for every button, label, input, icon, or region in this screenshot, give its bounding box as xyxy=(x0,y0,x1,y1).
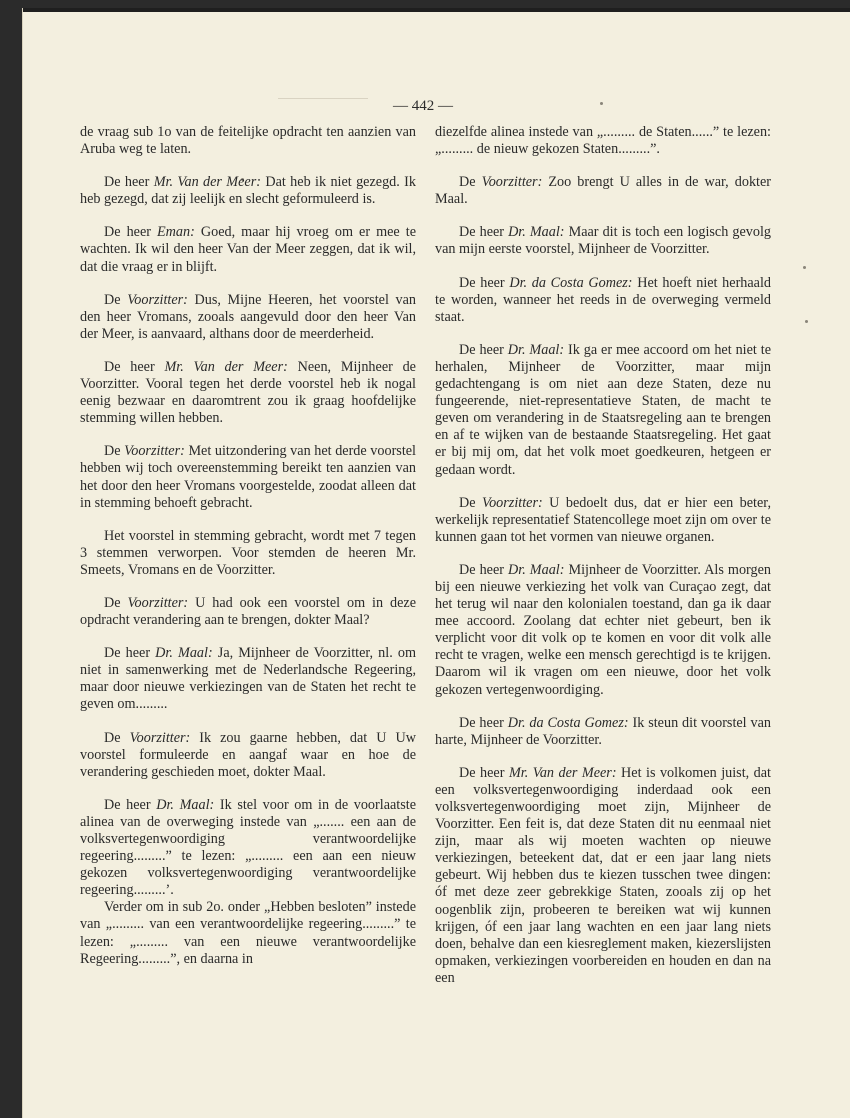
left-column xyxy=(80,124,416,984)
speaker-name: Voorzitter: xyxy=(124,443,185,460)
speaker-name: Mr. Van der Meer: xyxy=(164,358,288,375)
speaker-name: Voorzitter: xyxy=(129,729,191,746)
speaker-name: Dr. Maal: xyxy=(507,341,565,358)
scan-speck xyxy=(600,102,603,105)
speaker-name: Mr. Van der Meer: xyxy=(153,174,261,191)
paragraph: De heer Dr. Maal: Maar dit is toch een logisch gevolg van mijn eerste voorstel, Mijnheer de Voorzitter. xyxy=(435,224,771,258)
speaker-name: Voorzitter: xyxy=(481,174,543,191)
paragraph: De Voorzitter: Dus, Mijne Heeren, het voorstel van den heer Vromans, zooals aangevuld door den heer Van der Meer, is aanvaard, althans door de meerderheid. xyxy=(80,291,417,342)
speaker-name: Mr. Van der Meer: xyxy=(508,764,617,781)
paragraph: De Voorzitter: U had ook een voorstel om in deze opdracht verandering aan te brengen, dokter Maal? xyxy=(80,594,416,629)
paragraph: De heer Dr. Maal: Ja, Mijnheer de Voorzitter, nl. om niet in samenwerking met de Nederlandsche Regeering, maar door nieuwe verkiezingen van de Staten het recht te geven om......... xyxy=(80,645,416,713)
paragraph: De Voorzitter: U bedoelt dus, dat er hier een beter, werkelijk representatief Statencollege moet zijn om over te kunnen gaan tot het vormen van nieuwe organen. xyxy=(435,494,771,545)
scan-speck xyxy=(805,320,808,323)
paragraph: diezelfde alinea instede van „......... de Staten......” te lezen: „......... de nieuw gekozen Staten.........”. xyxy=(435,124,771,158)
right-column xyxy=(435,124,771,1003)
speaker-name: Voorzitter: xyxy=(127,594,189,611)
paragraph: De heer Dr. Maal: Ik stel voor om in de voorlaatste alinea van de overweging instede van „....... een aan de volksvertegenwoordiging verantwoordelijke regeering.........” te lezen: „......... een aan een nieuw gekozen volksvertegenwoordiging verantwoordelijke regeering.........’. xyxy=(80,796,416,899)
speaker-name: Eman: xyxy=(157,224,195,241)
speaker-name: Dr. Maal: xyxy=(508,561,565,578)
paragraph: De heer Dr. Maal: Ik ga er mee accoord om het niet te herhalen, Mijnheer de Voorzitter, maar mijn gedachtengang is om niet aan deze Staten, deze nu fungeerende, niet-representatieve Staten, de macht te geven om verandering in de Staatsregeling aan te brengen en af te wijken van de bestaande Staatsregeling. Het gaat er bij mij om, dat het volk moet goedkeuren, hetgeen er gedaan wordt. xyxy=(435,341,771,478)
paragraph: de vraag sub 1o van de feitelijke opdracht ten aanzien van Aruba weg te laten. xyxy=(80,124,416,158)
header-rule xyxy=(278,98,368,99)
paragraph: De heer Dr. da Costa Gomez: Het hoeft niet herhaald te worden, wanneer het reeds in de overweging vermeld staat. xyxy=(435,274,772,325)
speaker-name: Dr. da Costa Gomez: xyxy=(507,714,629,731)
paragraph: De heer Mr. Van der Meer: Dat heb ik niet gezegd. Ik heb gezegd, dat zij leelijk en slecht geformuleerd is. xyxy=(80,174,416,208)
paragraph: De Voorzitter: Met uitzondering van het derde voorstel hebben wij toch overeenstemming bereikt ten aanzien van het door den heer Vromans voorgestelde, zoodat alleen dat in stemming behoeft gebracht. xyxy=(80,443,416,511)
speaker-name: Dr. da Costa Gomez: xyxy=(509,274,633,291)
speaker-name: Dr. Maal: xyxy=(508,224,565,241)
paragraph: De heer Eman: Goed, maar hij vroeg om er mee te wachten. Ik wil den heer Van der Meer zeggen, dat ik wil, dat die vraag er in blijft. xyxy=(80,224,416,275)
paragraph: De Voorzitter: Zoo brengt U alles in de war, dokter Maal. xyxy=(435,174,772,208)
paragraph: De Voorzitter: Ik zou gaarne hebben, dat U Uw voorstel formuleerde en aangaf waar en hoe de verandering geschieden moet, dokter Maal. xyxy=(80,729,416,780)
paragraph: Verder om in sub 2o. onder „Hebben besloten” instede van „......... van een verantwoordelijke regeering.........” te lezen: „......... van een nieuwe verantwoordelijke Regeering.........”, en daarna in xyxy=(80,899,416,967)
paragraph: Het voorstel in stemming gebracht, wordt met 7 tegen 3 stemmen verworpen. Voor stemden de heeren Mr. Smeets, Vromans en de Voorzitter. xyxy=(80,527,416,578)
scan-speck xyxy=(803,266,806,269)
scan-top-edge xyxy=(23,8,850,12)
speaker-name: Voorzitter: xyxy=(127,291,188,308)
paragraph: De heer Mr. Van der Meer: Het is volkomen juist, dat een volksvertegenwoordiging inderdaad ook een volksvertegenwoordiging moet zijn, Mijnheer de Voorzitter. Een feit is, dat deze Staten dit nu eenmaal niet zijn, maar als wij moeten wachten op nieuwe verkiezingen, beteekent dat, dat er een jaar lang niets gebeurt. Wij hebben dus te kiezen tusschen twee dingen: óf met deze zeer gebrekkige Staten, zooals zij op het oogenblik zijn, probeeren te bereiken wat wij kunnen krijgen, óf een jaar lang wachten en een jaar lang niets doen, behalve dan een kiesreglement maken, kiezerslijsten opmaken, verkiezingen voorbereiden en houden en dan na een xyxy=(435,764,771,986)
paragraph: De heer Dr. da Costa Gomez: Ik steun dit voorstel van harte, Mijnheer de Voorzitter. xyxy=(435,714,772,748)
speaker-name: Voorzitter: xyxy=(482,494,543,511)
page-number: — 442 — xyxy=(393,98,453,114)
paragraph: De heer Mr. Van der Meer: Neen, Mijnheer de Voorzitter. Vooral tegen het derde voorstel heb ik nogal eenig bezwaar en daaromtrent zou ik graag hoofdelijke stemming willen hebben. xyxy=(80,358,416,427)
speaker-name: Dr. Maal: xyxy=(156,796,215,813)
speaker-name: Dr. Maal: xyxy=(155,645,213,662)
paragraph: De heer Dr. Maal: Mijnheer de Voorzitter. Als morgen bij een nieuwe verkiezing het volk van Curaçao zegt, dat het terug wil naar den kolonialen toestand, dan ga ik daar mee accoord. Zoolang dat echter niet gebeurt, ben ik verplicht voor dit volk op te komen en voor dit volk alle recht te vragen, welke een mensch gerechtigd is te krijgen. Daarom wil ik vragen om een nieuwe, door het volk gekozen vertegenwoordiging. xyxy=(435,561,771,698)
